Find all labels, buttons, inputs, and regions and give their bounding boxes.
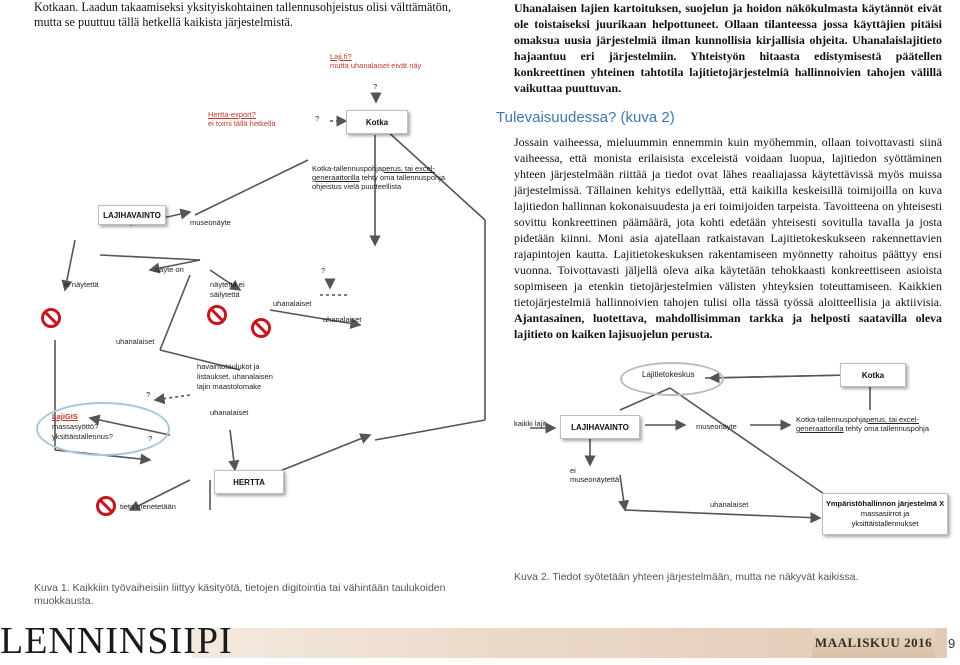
- figure-1-caption: Kuva 1. Kaikkiin työvaiheisiin liittyy käsityötä, tietojen digitointia tai vähintään taulukoiden muokkausta.: [34, 582, 446, 607]
- museonaytetta-label: museonäytettä: [570, 475, 620, 484]
- q-laji-fi: ?: [373, 82, 378, 91]
- kotka-template-fig2-text-2: perus, tai excel-: [866, 415, 920, 424]
- hertta-export-note: ei toimi tällä hetkellä: [208, 119, 276, 128]
- section-heading-title: Tulevaisuudessa?: [496, 109, 617, 126]
- ei-naytetta-label: ei näytettä: [64, 280, 99, 289]
- section-heading: [496, 109, 675, 126]
- kotka-template-label-3: ohjeistus vielä puutteellista: [312, 182, 402, 191]
- left-intro-text: Kotkaan. Laadun takaamiseksi yksityiskohtainen tallennusohjeistus olisi välttämätön, mutta se puuttuu tällä hetkellä kaikista järjestelmistä.: [34, 0, 452, 29]
- laji-fi-label: [330, 52, 352, 61]
- tieto-menetetaan-label: tieto menetetään: [120, 502, 176, 511]
- kotka-template-text-3: generaattorilla: [312, 173, 360, 182]
- kotka-template-label: [312, 164, 435, 173]
- q-hertta-export: ?: [315, 114, 320, 123]
- lajigis-title: LajiGIS: [52, 412, 78, 421]
- uhanalaiset-label-2: uhanalaiset: [323, 315, 362, 324]
- laji-fi-note: mutta uhanalaiset eivät näy: [330, 61, 422, 70]
- museonayte-label-2: museonäyte: [696, 422, 737, 431]
- ymparisto-box: [822, 493, 948, 535]
- kotka-template-text-4: tehty oma tallennuspohja: [361, 173, 446, 182]
- kotka-template-fig2-text-4: tehty oma tallennuspohja: [845, 424, 930, 433]
- ymparisto-line-3: yksittäistallennukset: [851, 519, 919, 528]
- kaikki-lajit-label: kaikki lajit: [514, 419, 547, 428]
- havaintotaulukot-label-3: lajin maastolomake: [197, 382, 262, 391]
- lajigis-note: massasyöttö?: [52, 422, 99, 431]
- uhanalaiset-label-fig2: uhanalaiset: [710, 500, 749, 509]
- section-heading-ref: (kuva 2): [616, 109, 675, 126]
- kotka-template-text-2: perus, tai excel-: [382, 164, 436, 173]
- museonayte-label: museonäyte: [190, 218, 231, 227]
- page-number: 9: [948, 636, 956, 651]
- body-text: [514, 134, 942, 342]
- havaintotaulukot-label-2: listaukset, uhanalaisen: [197, 372, 273, 381]
- body-emphasis: Ajantasainen, luotettava, mahdollisimman tarkka ja helposti saatavilla oleva lajitieto on kaiken lajisuojelun perusta.: [514, 311, 942, 341]
- figure-2-caption: Kuva 2. Tiedot syötetään yhteen järjestelmään, mutta ne näkyvät kaikissa.: [514, 571, 859, 583]
- havaintotaulukot-label: havaintotaulukot ja: [197, 362, 260, 371]
- lajihavainto-box: LAJIHAVAINTO: [98, 205, 166, 225]
- kotka-template-label-fig2-2: [796, 424, 929, 433]
- q-uhanalaiset: ?: [321, 266, 326, 275]
- prohibited-icon: [41, 308, 61, 328]
- uhanalaiset-label-4: uhanalaiset: [210, 408, 249, 417]
- hertta-export-title: Hertta-export?: [208, 110, 256, 119]
- uhanalaiset-label-3: uhanalaiset: [116, 337, 155, 346]
- kotka-box: Kotka: [346, 110, 408, 134]
- body-paragraph: Jossain vaiheessa, mieluummin ennemmin kuin myöhemmin, ollaan toivottavasti siinä vaiheessa, että monista erilaisista exceleistä voidaan luopua, lajitiedon syöttäminen yhteen järjestelmään riittää ja tiedot ovat lähes reaaliajassa käytettävissä myös muissa järjestelmissä. Tällainen kehitys edellyttää, että kaikilla keskeisillä toimijoilla on kuva lajitiedon hallinnan kokonaisuudesta ja eri toimijoiden tarpeista. Tavoitteena on yhteisesti sovittu konkreettinen päämäärä, jota kohti edetään yhteisesti sovitulla tavalla ja josta pidetään kiinni. Moni asia ajatellaan ratkaistavan Lajitietokeskukseen rakennettavien rajapintojen kautta. Lajitietokeskuksen rakentamiseen myönnetty rahoitus päättyy ensi vuonna. Toivottavasti jäljellä oleva aika käytetään tehokkaasti konkreettiseen asioista sopimiseen ja etenkin tietojärjestelmien välisten yhteyksien toteuttamiseen. Kaikkien tietojärjestelmiä hallinnoivien tahojen tulisi olla tässä työssä aloitteellisia ja aktiivisia.: [514, 135, 942, 309]
- naytetta-ei-label: näytettä ei: [210, 280, 245, 289]
- laji-fi-title: Laji.fi?: [330, 52, 352, 61]
- sailytetta-label: säilytettä: [210, 290, 240, 299]
- nayte-on-label: näyte on: [155, 265, 184, 274]
- right-intro-text: Uhanalaisen lajien kartoituksen, suojelun ja hoidon näkökulmasta käytännöt eivät ole toistaiseksi juurikaan helpottuneet. Ollaan tilanteessa jossa käyttäjien pitäisi omaksua uusia järjestelmiä ilman kunnollisia kirjallisia ohjeita. Uhanalaislajitieto hajaantuu eri järjestelmiin. Yhteistyön hitaasta edistymisestä päätellen konkreettinen yhteinen tahtotila lajitietojärjestelmiä hallinnoivien tahojen välillä vaikuttaa puuttuvan.: [514, 1, 942, 95]
- ymparisto-title: Ympäristöhallinnon järjestelmä X: [825, 499, 945, 508]
- kotka-box-2: Kotka: [840, 363, 906, 387]
- publication-logo: LENNINSIIPI: [0, 620, 233, 662]
- hertta-box: HERTTA: [214, 470, 284, 494]
- issue-date: MAALISKUU 2016: [812, 628, 935, 658]
- q-lajigis: ?: [148, 434, 153, 443]
- kotka-template-fig2-text-3: generaattorilla: [796, 424, 844, 433]
- hertta-export-label: [208, 110, 256, 119]
- lajigis-label: [52, 412, 78, 421]
- lajitietokeskus-label: Lajitietokeskus: [642, 370, 695, 379]
- lajitietokeskus-oval: [620, 362, 724, 396]
- prohibited-icon: [96, 496, 116, 516]
- figure-1: [30, 40, 490, 580]
- prohibited-icon: [251, 318, 271, 338]
- ymparisto-line-2: massasiirrot ja: [860, 509, 910, 518]
- q-havaintotaulukot: ?: [146, 390, 151, 399]
- prohibited-icon: [207, 305, 227, 325]
- kotka-template-fig2-text-1: Kotka-tallennuspohja: [796, 415, 867, 424]
- uhanalaiset-label-1: uhanalaiset: [273, 299, 312, 308]
- kotka-template-text-1: Kotka-tallennuspohja: [312, 164, 383, 173]
- ei-label: ei: [570, 466, 576, 475]
- lajigis-note-2: yksittäistallennus?: [52, 432, 113, 441]
- kotka-template-label-2: [312, 173, 445, 182]
- figure-2: [500, 350, 960, 570]
- kotka-template-label-fig2: [796, 415, 919, 424]
- lajihavainto-box-2: LAJIHAVAINTO: [560, 415, 640, 439]
